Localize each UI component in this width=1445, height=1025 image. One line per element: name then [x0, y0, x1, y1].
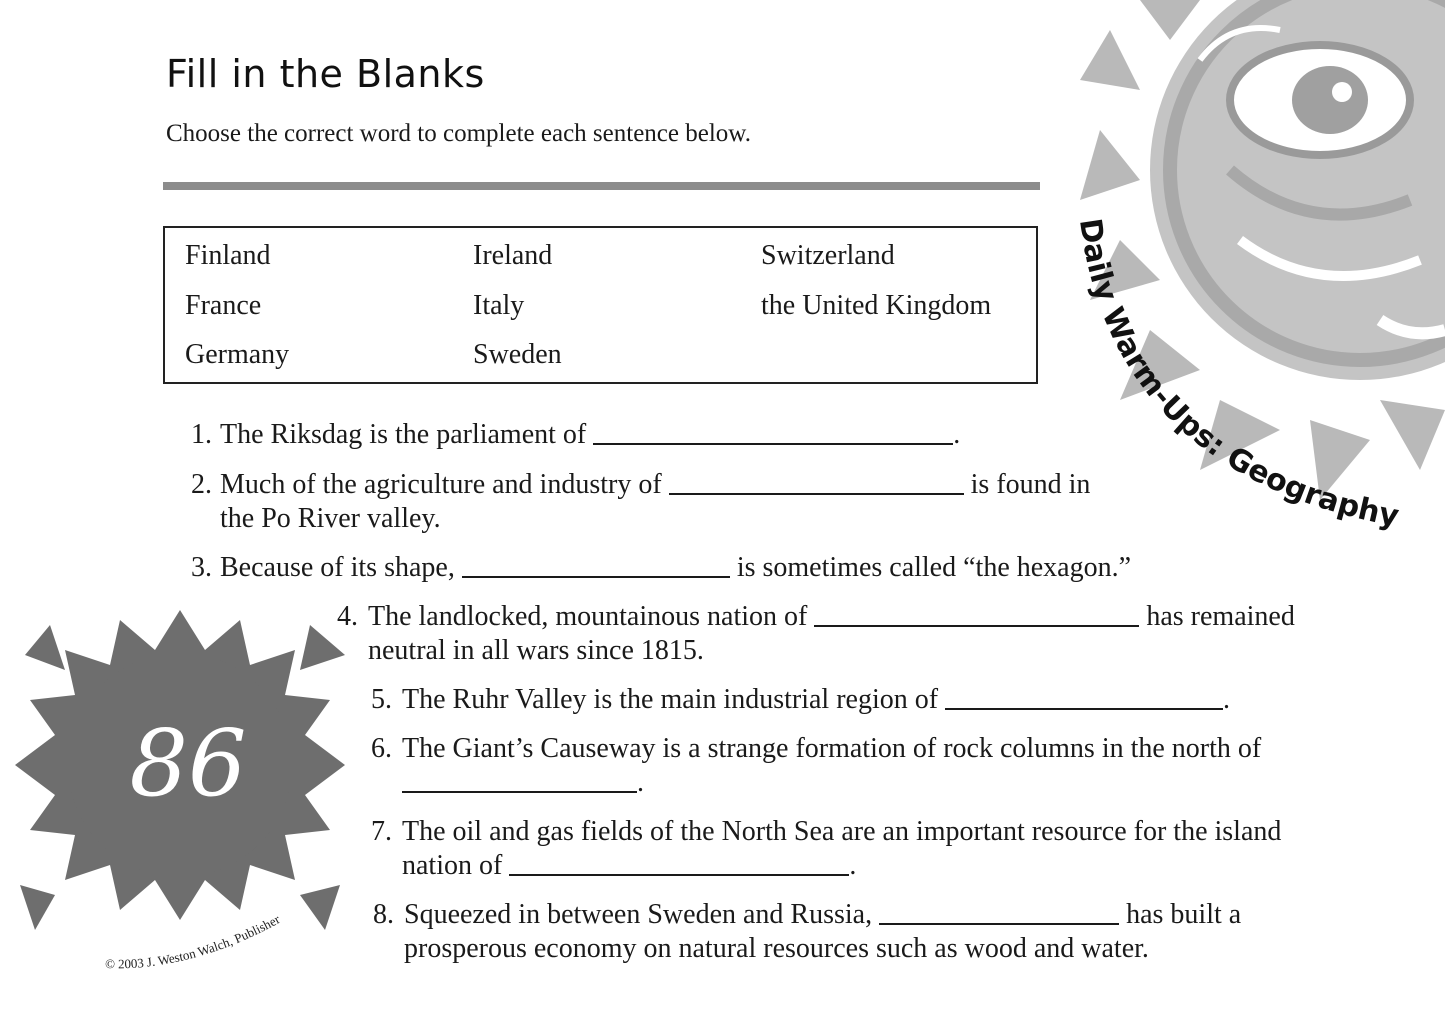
question-text: The Giant’s Causeway is a strange formation of rock columns in the north of [402, 733, 1262, 764]
question-text: . [953, 419, 961, 450]
series-label-text: Daily Warm-Ups: Geography [1071, 216, 1402, 535]
question-text: The oil and gas fields of the North Sea are an important resource for the island [402, 816, 1282, 847]
question-number: 4. [337, 601, 358, 632]
question-number: 1. [191, 419, 212, 450]
word-bank-item: Italy [473, 289, 525, 321]
word-bank-column-2 [473, 236, 562, 385]
word-bank-item: Ireland [473, 240, 553, 271]
question-text: has built a [1126, 899, 1242, 930]
instructions: Choose the correct word to complete each sentence below. [166, 120, 751, 147]
word-bank-column-1 [185, 236, 289, 385]
question-text: . [637, 767, 644, 798]
question-text: Much of the agriculture and industry of [220, 469, 662, 500]
question-1 [180, 418, 960, 452]
question-text: the Po River valley. [220, 503, 441, 534]
question-6 [360, 732, 1261, 800]
question-number: 8. [373, 899, 394, 930]
answer-blank[interactable] [402, 767, 637, 793]
question-text: The Riksdag is the parliament of [220, 419, 587, 450]
answer-blank[interactable] [945, 684, 1223, 710]
answer-blank[interactable] [879, 899, 1119, 925]
question-7 [360, 815, 1281, 883]
question-number: 6. [371, 733, 392, 764]
word-bank-item: Finland [185, 240, 271, 271]
question-text: neutral in all wars since 1815. [368, 635, 704, 666]
question-number: 7. [371, 816, 392, 847]
question-number: 2. [191, 469, 212, 500]
series-label [1040, 210, 1440, 570]
question-number: 3. [191, 552, 212, 583]
answer-blank[interactable] [814, 601, 1139, 627]
question-5 [360, 683, 1230, 717]
copyright-text: © 2003 J. Weston Walch, Publisher [104, 911, 283, 972]
copyright [100, 820, 340, 980]
question-text: has remained [1146, 601, 1295, 632]
question-4 [326, 600, 1295, 668]
day-number: 86 [129, 710, 247, 817]
answer-blank[interactable] [593, 419, 953, 445]
question-text: . [849, 850, 857, 881]
question-text: prosperous economy on natural resources such as wood and water. [404, 933, 1149, 964]
question-text: is found in [970, 469, 1091, 500]
page-title: Fill in the Blanks [166, 52, 485, 96]
question-text: is sometimes called “the hexagon.” [736, 552, 1132, 583]
question-3 [180, 551, 1131, 585]
answer-blank[interactable] [462, 552, 730, 578]
svg-text:© 2003 J. Weston Walch, Publ [105, 911, 283, 971]
answer-blank[interactable] [669, 469, 964, 495]
question-text: . [1223, 684, 1231, 715]
answer-blank[interactable] [509, 850, 849, 876]
question-8 [362, 898, 1241, 966]
word-bank-item: Sweden [473, 339, 562, 370]
question-number: 5. [371, 684, 392, 715]
word-bank-column-3 [761, 236, 991, 335]
word-bank-item: Switzerland [761, 240, 895, 271]
word-bank-item: the United Kingdom [761, 289, 992, 321]
header-rule [163, 182, 1040, 190]
question-2 [180, 468, 1090, 536]
word-bank-item: France [185, 289, 262, 321]
word-bank-item: Germany [185, 339, 290, 370]
question-text: Squeezed in between Sweden and Russia, [404, 899, 873, 930]
question-text: Because of its shape, [220, 552, 455, 583]
word-bank [163, 226, 1038, 384]
question-text: The landlocked, mountainous nation of [368, 601, 808, 632]
question-text: The Ruhr Valley is the main industrial region of [402, 684, 939, 715]
svg-text:Daily Warm-Ups: Geography [1072, 216, 1402, 534]
question-text: nation of [402, 850, 503, 881]
